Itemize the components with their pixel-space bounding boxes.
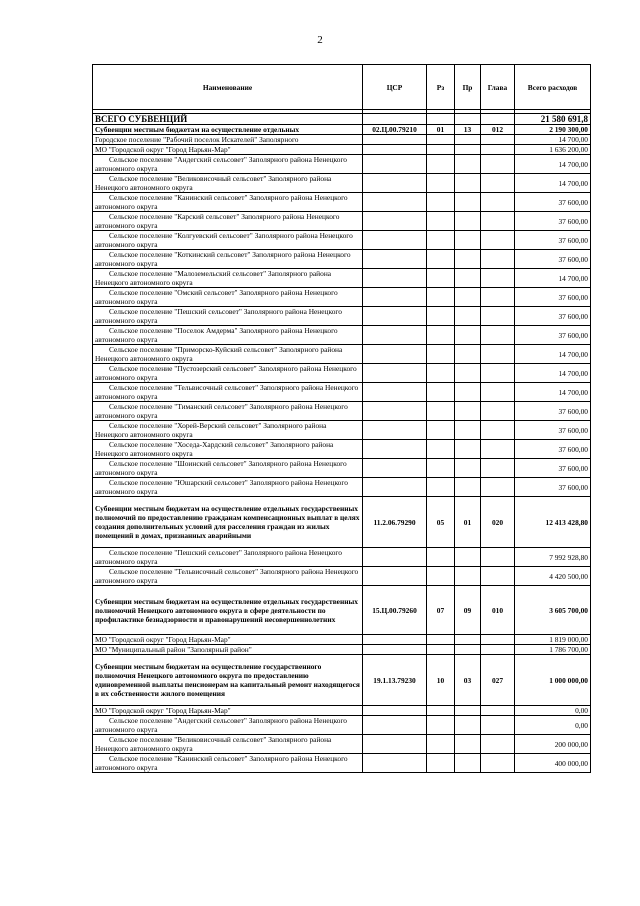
empty-cell	[363, 716, 427, 735]
recipient-name: МО "Городской округ "Город Нарьян-Мар"	[93, 706, 363, 716]
empty-cell	[363, 307, 427, 326]
recipient-sum: 1 786 700,00	[515, 645, 591, 655]
header-glava: Глава	[481, 65, 515, 110]
empty-cell	[363, 459, 427, 478]
subvention-name: Субвенции местным бюджетам на осуществление отдельных государственных полномочий по предоставлению гражданам компенсационных выплат в целях создания дополнительных условий для расселения граждан из жилых помещений в домах, признанных аварийными	[93, 497, 363, 548]
empty-cell	[455, 716, 481, 735]
recipient-name: Сельское поселение "Андегский сельсовет" Заполярного района Ненецкого автономного округа	[93, 155, 363, 174]
subvention-name: Субвенции местным бюджетам на осуществление государственного полномочия Ненецкого автономного округа по предоставлению единовременной выплаты пенсионерам на капитальный ремонт находящегося в их собственности жилого помещения	[93, 655, 363, 706]
total-label: ВСЕГО СУБВЕНЦИЙ	[93, 114, 363, 125]
table-row	[93, 716, 591, 735]
empty-cell	[455, 145, 481, 155]
empty-cell	[363, 735, 427, 754]
empty-cell	[363, 421, 427, 440]
table-row	[93, 548, 591, 567]
empty-cell	[481, 364, 515, 383]
empty-cell	[455, 307, 481, 326]
empty-cell	[481, 567, 515, 586]
recipient-name: Сельское поселение "Канинский сельсовет" Заполярного района Ненецкого автономного округа	[93, 754, 363, 773]
recipient-sum: 0,00	[515, 716, 591, 735]
empty-cell	[363, 193, 427, 212]
empty-cell	[427, 288, 455, 307]
recipient-name: Сельское поселение "Тельвисочный сельсовет" Заполярного района Ненецкого автономного округа	[93, 567, 363, 586]
empty-cell	[427, 364, 455, 383]
recipient-name: Сельское поселение "Великовисочный сельсовет" Заполярного района Ненецкого автономного округа	[93, 174, 363, 193]
recipient-name: Сельское поселение "Малоземельский сельсовет" Заполярного района Ненецкого автономного округа	[93, 269, 363, 288]
subvention-name: Субвенции местным бюджетам на осуществление отдельных	[93, 125, 363, 135]
subventions-table	[92, 64, 591, 773]
subvention-sum: 1 000 000,00	[515, 655, 591, 706]
empty-cell	[481, 145, 515, 155]
subvention-sum: 12 413 428,80	[515, 497, 591, 548]
table-row	[93, 567, 591, 586]
recipient-sum: 14 700,00	[515, 174, 591, 193]
empty-cell	[363, 567, 427, 586]
empty-cell	[427, 345, 455, 364]
empty-cell	[481, 716, 515, 735]
empty-cell	[481, 402, 515, 421]
empty-cell	[427, 716, 455, 735]
empty-cell	[455, 735, 481, 754]
empty-cell	[363, 269, 427, 288]
subvention-csr: 11.2.06.79290	[363, 497, 427, 548]
empty-cell	[363, 635, 427, 645]
empty-cell	[481, 135, 515, 145]
page-number: 2	[317, 34, 323, 46]
table-row	[93, 269, 591, 288]
empty-cell	[455, 459, 481, 478]
empty-cell	[481, 548, 515, 567]
empty-cell	[427, 250, 455, 269]
empty-cell	[427, 269, 455, 288]
empty-cell	[481, 212, 515, 231]
empty-cell	[481, 174, 515, 193]
empty-cell	[455, 174, 481, 193]
empty-cell	[455, 402, 481, 421]
empty-cell	[363, 706, 427, 716]
empty-cell	[455, 250, 481, 269]
subvention-sum: 3 605 700,00	[515, 586, 591, 635]
empty-cell	[427, 231, 455, 250]
subvention-glava: 027	[481, 655, 515, 706]
empty-cell	[363, 231, 427, 250]
recipient-sum: 37 600,00	[515, 421, 591, 440]
empty-cell	[455, 326, 481, 345]
recipient-name: Сельское поселение "Хоседа-Хардский сельсовет" Заполярного района Ненецкого автономного округа	[93, 440, 363, 459]
empty-cell	[455, 135, 481, 145]
recipient-sum: 37 600,00	[515, 326, 591, 345]
table-header-row	[93, 65, 591, 110]
empty-cell	[481, 635, 515, 645]
subvention-csr: 02.Ц.00.79210	[363, 125, 427, 135]
subvention-rz: 10	[427, 655, 455, 706]
empty-cell	[455, 269, 481, 288]
empty-cell	[363, 155, 427, 174]
table-row	[93, 193, 591, 212]
empty-cell	[481, 193, 515, 212]
empty-cell	[427, 645, 455, 655]
empty-cell	[481, 288, 515, 307]
table-row	[93, 459, 591, 478]
table-row	[93, 155, 591, 174]
recipient-name: Сельское поселение "Андегский сельсовет" Заполярного района Ненецкого автономного округа	[93, 716, 363, 735]
subvention-rz: 05	[427, 497, 455, 548]
empty-cell	[481, 421, 515, 440]
empty-cell	[455, 231, 481, 250]
subvention-glava: 020	[481, 497, 515, 548]
recipient-sum: 37 600,00	[515, 307, 591, 326]
empty-cell	[427, 402, 455, 421]
subvention-name: Субвенции местным бюджетам на осуществление отдельных государственных полномочий Ненецкого автономного округа в сфере деятельности по профилактике безнадзорности и правонарушений несовершеннолетних	[93, 586, 363, 635]
recipient-sum: 37 600,00	[515, 402, 591, 421]
empty-cell	[455, 645, 481, 655]
recipient-name: Сельское поселение "Юшарский сельсовет" Заполярного района Ненецкого автономного округа	[93, 478, 363, 497]
recipient-name: Сельское поселение "Тельвисочный сельсовет" Заполярного района Ненецкого автономного округа	[93, 383, 363, 402]
table-row	[93, 135, 591, 145]
empty-cell	[427, 548, 455, 567]
recipient-sum: 1 636 200,00	[515, 145, 591, 155]
empty-cell	[363, 345, 427, 364]
table-row	[93, 645, 591, 655]
empty-cell	[481, 269, 515, 288]
recipient-sum: 14 700,00	[515, 345, 591, 364]
table-row	[93, 250, 591, 269]
table-row	[93, 735, 591, 754]
empty-cell	[427, 212, 455, 231]
empty-cell	[455, 364, 481, 383]
subvention-row	[93, 655, 591, 706]
recipient-sum: 37 600,00	[515, 193, 591, 212]
empty-cell	[427, 754, 455, 773]
table-row	[93, 212, 591, 231]
empty-cell	[427, 155, 455, 174]
recipient-name: Сельское поселение "Приморско-Куйский сельсовет" Заполярного района Ненецкого автономного округа	[93, 345, 363, 364]
recipient-sum: 37 600,00	[515, 440, 591, 459]
subvention-sum: 2 190 300,00	[515, 125, 591, 135]
empty-cell	[455, 440, 481, 459]
empty-cell	[481, 231, 515, 250]
recipient-name: Сельское поселение "Тиманский сельсовет" Заполярного района Ненецкого автономного округа	[93, 402, 363, 421]
table-body	[93, 110, 591, 773]
recipient-sum: 37 600,00	[515, 250, 591, 269]
empty-cell	[481, 478, 515, 497]
recipient-sum: 4 420 500,00	[515, 567, 591, 586]
empty-cell	[427, 459, 455, 478]
recipient-name: Сельское поселение "Хорей-Верский сельсовет" Заполярного района Ненецкого автономного округа	[93, 421, 363, 440]
empty-cell	[427, 145, 455, 155]
recipient-sum: 37 600,00	[515, 288, 591, 307]
empty-cell	[363, 440, 427, 459]
empty-cell	[481, 459, 515, 478]
recipient-name: Сельское поселение "Колгуевский сельсовет" Заполярного района Ненецкого автономного округа	[93, 231, 363, 250]
empty-cell	[455, 478, 481, 497]
empty-cell	[427, 706, 455, 716]
header-pr: Пр	[455, 65, 481, 110]
recipient-name: Сельское поселение "Пешский сельсовет" Заполярного района Ненецкого автономного округа	[93, 548, 363, 567]
recipient-sum: 37 600,00	[515, 231, 591, 250]
empty-cell	[455, 155, 481, 174]
header-csr: ЦСР	[363, 65, 427, 110]
subvention-row	[93, 497, 591, 548]
empty-cell	[427, 567, 455, 586]
empty-cell	[481, 706, 515, 716]
recipient-sum: 400 000,00	[515, 754, 591, 773]
subvention-glava: 012	[481, 125, 515, 135]
empty-cell	[363, 754, 427, 773]
subvention-pr: 01	[455, 497, 481, 548]
recipient-name: Сельское поселение "Великовисочный сельсовет" Заполярного района Ненецкого автономного округа	[93, 735, 363, 754]
table-row	[93, 421, 591, 440]
empty-cell	[427, 440, 455, 459]
empty-cell	[481, 735, 515, 754]
table-row	[93, 174, 591, 193]
subvention-pr: 13	[455, 125, 481, 135]
subvention-csr: 19.1.13.79230	[363, 655, 427, 706]
recipient-name: МО "Муниципальный район "Заполярный район"	[93, 645, 363, 655]
table-row	[93, 440, 591, 459]
empty-cell	[363, 402, 427, 421]
header-name: Наименование	[93, 65, 363, 110]
recipient-name: Сельское поселение "Пешский сельсовет" Заполярного района Ненецкого автономного округа	[93, 307, 363, 326]
empty-cell	[427, 735, 455, 754]
recipient-sum: 14 700,00	[515, 364, 591, 383]
recipient-name: Сельское поселение "Шоинский сельсовет" Заполярного района Ненецкого автономного округа	[93, 459, 363, 478]
recipient-name: Сельское поселение "Омский сельсовет" Заполярного района Ненецкого автономного округа	[93, 288, 363, 307]
empty-cell	[363, 645, 427, 655]
empty-cell	[481, 383, 515, 402]
header-rz: Рз	[427, 65, 455, 110]
table-row	[93, 326, 591, 345]
recipient-name: МО "Городской округ "Город Нарьян-Мар"	[93, 145, 363, 155]
empty-cell	[481, 307, 515, 326]
recipient-sum: 7 992 928,80	[515, 548, 591, 567]
empty-cell	[363, 383, 427, 402]
empty-cell	[363, 548, 427, 567]
empty-cell	[481, 754, 515, 773]
table-row	[93, 231, 591, 250]
empty-cell	[363, 174, 427, 193]
empty-cell	[427, 635, 455, 645]
subvention-row	[93, 125, 591, 135]
recipient-name: Сельское поселение "Пустозерский сельсовет" Заполярного района Ненецкого автономного округа	[93, 364, 363, 383]
table-row	[93, 383, 591, 402]
table-row	[93, 402, 591, 421]
recipient-sum: 37 600,00	[515, 478, 591, 497]
empty-cell	[455, 548, 481, 567]
recipient-name: Сельское поселение "Коткинский сельсовет" Заполярного района Ненецкого автономного округа	[93, 250, 363, 269]
recipient-sum: 14 700,00	[515, 155, 591, 174]
empty-cell	[481, 326, 515, 345]
empty-cell	[455, 754, 481, 773]
recipient-name: Сельское поселение "Канинский сельсовет" Заполярного района Ненецкого автономного округа	[93, 193, 363, 212]
empty-cell	[427, 421, 455, 440]
recipient-sum: 0,00	[515, 706, 591, 716]
subvention-rz: 07	[427, 586, 455, 635]
table-row	[93, 754, 591, 773]
empty-cell	[427, 307, 455, 326]
empty-cell	[481, 440, 515, 459]
recipient-name: Городское поселение "Рабочий поселок Искателей" Заполярного	[93, 135, 363, 145]
recipient-sum: 37 600,00	[515, 212, 591, 231]
subvention-pr: 03	[455, 655, 481, 706]
empty-cell	[363, 250, 427, 269]
empty-cell	[455, 706, 481, 716]
empty-cell	[481, 155, 515, 174]
empty-cell	[363, 478, 427, 497]
empty-cell	[427, 383, 455, 402]
total-row	[93, 114, 591, 125]
recipient-sum: 14 700,00	[515, 269, 591, 288]
table-row	[93, 307, 591, 326]
empty-cell	[363, 145, 427, 155]
subvention-rz: 01	[427, 125, 455, 135]
empty-cell	[481, 250, 515, 269]
empty-cell	[455, 635, 481, 645]
empty-cell	[427, 326, 455, 345]
empty-cell	[455, 212, 481, 231]
table-row	[93, 345, 591, 364]
table-row	[93, 288, 591, 307]
recipient-name: Сельское поселение "Поселок Амдерма" Заполярного района Ненецкого автономного округа	[93, 326, 363, 345]
empty-cell	[363, 326, 427, 345]
recipient-sum: 14 700,00	[515, 383, 591, 402]
table-row	[93, 145, 591, 155]
header-sum: Всего расходов	[515, 65, 591, 110]
table-row	[93, 635, 591, 645]
subvention-glava: 010	[481, 586, 515, 635]
table-row	[93, 364, 591, 383]
recipient-sum: 200 000,00	[515, 735, 591, 754]
recipient-sum: 1 819 000,00	[515, 635, 591, 645]
empty-cell	[363, 135, 427, 145]
empty-cell	[455, 383, 481, 402]
empty-cell	[363, 212, 427, 231]
empty-cell	[481, 345, 515, 364]
recipient-name: МО "Городской округ "Город Нарьян-Мар"	[93, 635, 363, 645]
recipient-sum: 14 700,00	[515, 135, 591, 145]
empty-cell	[427, 193, 455, 212]
empty-cell	[455, 288, 481, 307]
table-row	[93, 478, 591, 497]
subvention-csr: 15.Ц.00.79260	[363, 586, 427, 635]
subvention-row	[93, 586, 591, 635]
empty-cell	[427, 135, 455, 145]
recipient-sum: 37 600,00	[515, 459, 591, 478]
empty-cell	[427, 174, 455, 193]
empty-cell	[455, 567, 481, 586]
total-sum: 21 580 691,8	[515, 114, 591, 125]
empty-cell	[363, 288, 427, 307]
empty-cell	[455, 421, 481, 440]
empty-cell	[481, 645, 515, 655]
recipient-name: Сельское поселение "Карский сельсовет" Заполярного района Ненецкого автономного округа	[93, 212, 363, 231]
empty-cell	[427, 478, 455, 497]
empty-cell	[455, 345, 481, 364]
empty-cell	[455, 193, 481, 212]
table-row	[93, 706, 591, 716]
empty-cell	[363, 364, 427, 383]
subvention-pr: 09	[455, 586, 481, 635]
